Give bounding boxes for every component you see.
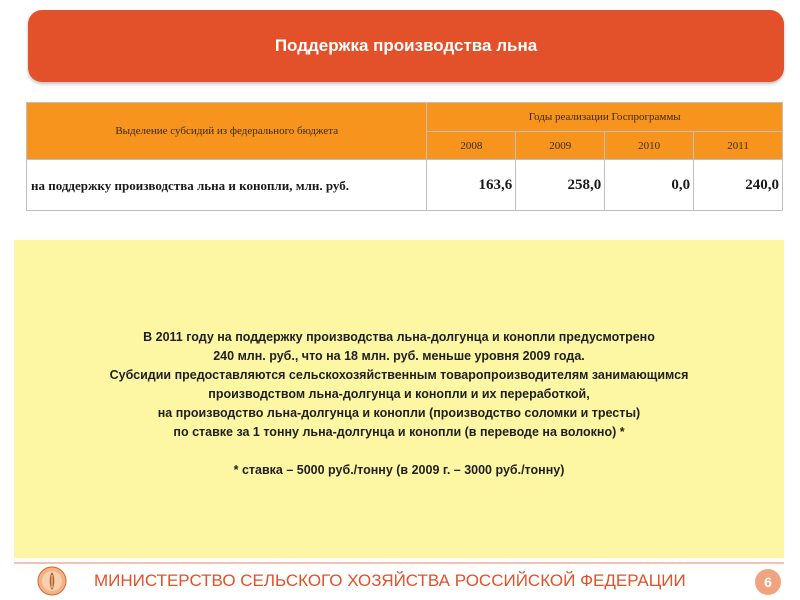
- info-line: В 2011 году на поддержку производства льна-долгунца и конопли предусмотрено: [143, 330, 655, 344]
- info-text: [14, 328, 784, 480]
- footer-divider: [14, 562, 784, 564]
- info-line: 240 млн. руб., что на 18 млн. руб. меньше уровня 2009 года.: [213, 349, 585, 363]
- year-2009: 2009: [516, 132, 605, 160]
- info-footnote: * ставка – 5000 руб./тонну (в 2009 г. – 3000 руб./тонну): [233, 463, 565, 477]
- ministry-emblem-icon: [37, 566, 67, 596]
- info-line: на производство льна-долгунца и конопли (производство соломки и тресты): [157, 406, 641, 420]
- page-number-badge: 6: [755, 569, 781, 595]
- table-header-main: Выделение субсидий из федерального бюджета: [27, 103, 427, 160]
- slide-title: Поддержка производства льна: [274, 36, 538, 55]
- info-box: [14, 240, 784, 558]
- row-label: на поддержку производства льна и конопли, млн. руб.: [27, 160, 427, 211]
- value-2010: 0,0: [605, 160, 694, 211]
- info-line: по ставке за 1 тонну льна-долгунца и конопли (в переводе на волокно) *: [173, 425, 625, 439]
- year-2011: 2011: [694, 132, 783, 160]
- info-spacer: [14, 442, 784, 461]
- table-header-row: [27, 103, 783, 132]
- subsidy-table: [26, 102, 783, 211]
- year-2008: 2008: [427, 132, 516, 160]
- value-2008: 163,6: [427, 160, 516, 211]
- table-header-years: Годы реализации Госпрограммы: [427, 103, 783, 132]
- info-line: Субсидии предоставляются сельскохозяйственным товаропроизводителям занимающимся: [109, 368, 689, 382]
- info-line: производством льна-долгунца и конопли и их переработкой,: [208, 387, 590, 401]
- value-2011: 240,0: [694, 160, 783, 211]
- footer-ministry-name: МИНИСТЕРСТВО СЕЛЬСКОГО ХОЗЯЙСТВА РОССИЙСКОЙ ФЕДЕРАЦИИ: [94, 571, 686, 590]
- value-2009: 258,0: [516, 160, 605, 211]
- table-row: [27, 160, 783, 211]
- year-2010: 2010: [605, 132, 694, 160]
- title-banner: [28, 10, 784, 82]
